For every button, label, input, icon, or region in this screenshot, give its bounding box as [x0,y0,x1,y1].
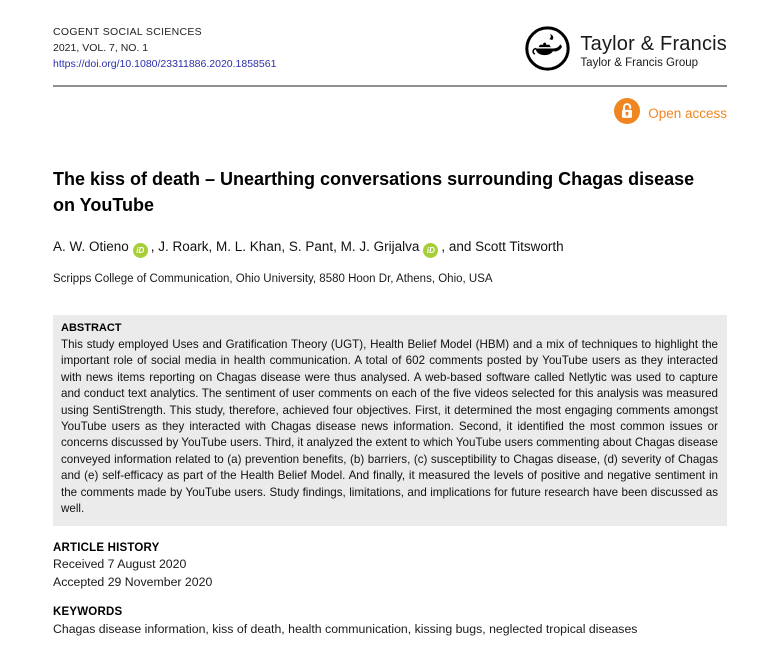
keywords-section [53,606,727,636]
abstract-box [53,315,727,526]
article-history-heading: ARTICLE HISTORY [53,542,160,555]
journal-volume-line: 2021, VOL. 7, NO. 1 [53,42,149,54]
taylor-francis-lamp-icon [524,25,571,77]
abstract-text: This study employed Uses and Gratification Theory (UGT), Health Belief Model (HBM) and a mix of techniques to highlight the important role of social media in health communication. A total of 602 comments posted by YouTube users as they interacted with news items reporting on Chagas disease were thus analysed. A web-based software called Netlytic was used to capture and conduct text analytics. The sentiment of user comments on each of the five videos selected for this analysis was measured using SentiStrength. This study, therefore, achieved four objectives. First, it determined the most engaging comments amongst YouTube users as they interacted with Chagas disease news information. Second, it identified the most common issues or concerns discussed by YouTube users. Third, it analyzed the extent to which YouTube users commenting about Chagas disease conveyed information related to (a) prevention benefits, (b) barriers, (c) susceptibility to Chagas disease, (d) severity of Chagas and (e) self-efficacy as part of the Health Belief Model. And finally, it measured the levels of positive and negative sentiment in the comments made by YouTube users. Study findings, limitations, and implications for future research have been discussed as well. [61,338,718,516]
keywords-heading: KEYWORDS [53,606,123,619]
author-names-middle: , J. Roark, M. L. Khan, S. Pant, M. J. Grijalva [150,239,420,254]
author-names-end: , and Scott Titsworth [441,239,564,254]
author-name: A. W. Otieno [53,239,129,254]
article-title: The kiss of death – Unearthing conversations surrounding Chagas disease on YouTube [53,169,695,215]
orcid-icon[interactable]: iD [133,243,148,258]
journal-header [53,24,727,77]
affiliation: Scripps College of Communication, Ohio University, 8580 Hoon Dr, Athens, Ohio, USA [53,273,493,285]
author-list [53,239,727,258]
journal-meta [53,24,276,72]
open-access-lock-icon [614,98,640,129]
publisher-wordmark [580,33,727,69]
open-access-label[interactable]: Open access [648,105,727,121]
header-divider [53,85,727,87]
article-history-section [53,542,727,590]
doi-link[interactable]: https://doi.org/10.1080/23311886.2020.1858561 [53,58,277,70]
open-access-badge[interactable] [53,100,727,126]
publisher-logo [524,25,727,77]
journal-name: COGENT SOCIAL SCIENCES [53,26,202,38]
orcid-icon[interactable]: iD [423,243,438,258]
received-date: Received 7 August 2020 [53,557,187,572]
publisher-group: Taylor & Francis Group [580,57,699,69]
abstract-heading: ABSTRACT [61,322,122,334]
keywords-text: Chagas disease information, kiss of death, health communication, kissing bugs, neglected tropical diseases [53,622,638,637]
accepted-date: Accepted 29 November 2020 [53,575,213,590]
publisher-name: Taylor & Francis [580,33,727,55]
